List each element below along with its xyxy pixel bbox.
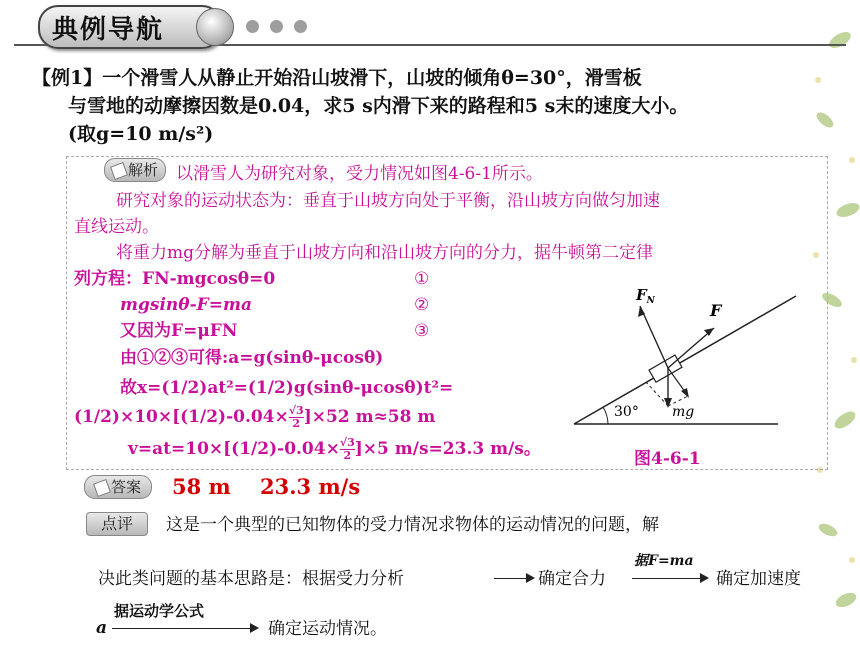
comment-line-2c: 确定加速度	[716, 569, 801, 589]
comment-line-2a: 决此类问题的基本思路是：根据受力分析	[98, 569, 404, 589]
solution-line-4: 将重力mg分解为垂直于山坡方向和沿山坡方向的分力，据牛顿第二定律	[116, 243, 654, 263]
arrow-2-shaft	[632, 578, 702, 579]
figure-caption: 图4-6-1	[634, 449, 701, 469]
fraction-numerator: √3	[339, 436, 355, 449]
solution-line-1: 以滑雪人为研究对象，受力情况如图4-6-1所示。	[176, 164, 543, 184]
equation-1: 列方程：FN-mgcosθ=0	[74, 269, 276, 289]
equation-6-left: (1/2)×10×[(1/2)-0.04×	[74, 407, 289, 427]
comment-line-3b: 确定运动情况。	[268, 619, 387, 639]
header-dot	[294, 20, 307, 33]
equation-7	[128, 436, 541, 462]
comment-line-1: 这是一个典型的已知物体的受力情况求物体的运动情况的问题，解	[166, 515, 659, 535]
arrow-1-shaft	[494, 578, 528, 579]
equation-2-number: ②	[414, 295, 430, 315]
arrow-2-head	[700, 573, 709, 583]
label-fn: $F_N$	[636, 286, 655, 306]
comment-line-3a: a	[96, 618, 108, 638]
answer-badge	[84, 475, 152, 499]
question-line-2: 与雪地的动摩擦因数是0.04，求5 s内滑下来的路程和5 s末的速度大小。	[68, 95, 689, 117]
solution-badge	[104, 158, 166, 182]
equation-4: 由①②③可得:a=g(sinθ-μcosθ)	[120, 348, 384, 368]
arrow-3-head	[250, 623, 259, 633]
arrow-3-shaft	[112, 628, 252, 629]
equation-2: mgsinθ-F=ma	[120, 295, 252, 315]
equation-3: 又因为F=μFN	[120, 321, 238, 341]
equation-6-right: ]×52 m≈58 m	[303, 407, 436, 427]
section-title: 典例导航	[52, 15, 165, 45]
fraction-sqrt3-over-2	[289, 405, 304, 430]
equation-7-right: ]×5 m/s=23.3 m/s。	[354, 439, 541, 459]
answer-text: 58 m 23.3 m/s	[172, 474, 361, 499]
block	[649, 355, 682, 382]
header-dot	[246, 20, 259, 33]
pencil-icon	[93, 479, 111, 497]
pencil-icon	[110, 162, 128, 180]
angle-arc	[603, 407, 608, 424]
dashed-component	[646, 382, 668, 406]
question-line-3: (取g=10 m/s²)	[68, 123, 214, 145]
force-diagram	[568, 278, 808, 428]
equation-5: 故x=(1/2)at²=(1/2)g(sinθ-μcosθ)t²=	[120, 378, 454, 398]
fraction-denominator: 2	[343, 449, 352, 462]
label-f: F	[710, 301, 722, 320]
arrow-2-label: 据F=ma	[634, 553, 694, 569]
question-line-1: 【例1】一个滑雪人从静止开始沿山坡滑下，山坡的倾角θ=30°，滑雪板	[32, 67, 642, 89]
comment-badge	[86, 512, 148, 536]
solution-line-3: 直线运动。	[74, 217, 159, 237]
label-mg: mg	[672, 404, 695, 420]
answer-badge-label: 答案	[110, 478, 141, 496]
fraction-numerator: √3	[288, 404, 304, 417]
solution-line-2: 研究对象的运动状态为：垂直于山坡方向处于平衡，沿山坡方向做匀加速	[116, 191, 660, 211]
fraction-denominator: 2	[292, 417, 301, 430]
equation-7-left: v=at=10×[(1/2)-0.04×	[128, 439, 340, 459]
equation-3-number: ③	[414, 321, 430, 341]
arrow-3-label: 据运动学公式	[114, 602, 205, 620]
normal-force-arrow	[640, 306, 668, 368]
header-tab-knob	[196, 8, 234, 46]
solution-badge-label: 解析	[127, 161, 158, 179]
arrow-1-head	[526, 573, 535, 583]
comment-line-2b: 确定合力	[538, 569, 606, 589]
fraction-sqrt3-over-2	[340, 437, 355, 462]
equation-1-number: ①	[414, 269, 430, 289]
label-angle: 30°	[614, 404, 639, 420]
equation-6	[74, 404, 435, 430]
header-dot	[270, 20, 283, 33]
comment-badge-label: 点评	[100, 514, 133, 533]
